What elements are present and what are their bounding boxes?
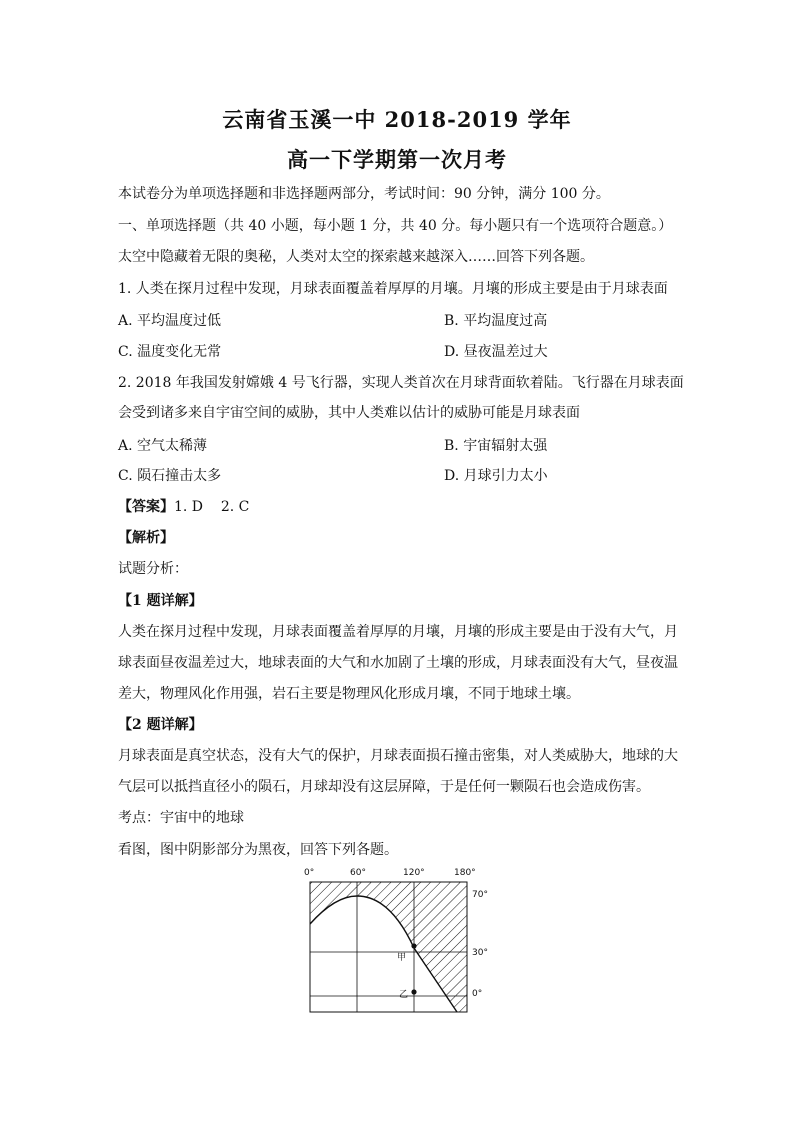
q1-option-c: C. 温度变化无常	[118, 344, 222, 360]
lat-label-70: 70°	[472, 890, 488, 900]
point-yi-label: 乙	[399, 990, 409, 1000]
lat-label-0: 0°	[472, 989, 483, 999]
detail-1-line-2: 球表面昼夜温差过大，地球表面的大气和水加剧了土壤的形成，月球表面没有大气，昼夜温	[118, 655, 678, 671]
q1-option-a: A. 平均温度过低	[118, 313, 222, 329]
analysis-label: 【解析】	[118, 530, 174, 546]
question-1-stem: 1. 人类在探月过程中发现，月球表面覆盖着厚厚的月壤。月壤的形成主要是由于月球表面	[118, 281, 668, 297]
answer-line	[118, 497, 678, 517]
q1-option-d: D. 昼夜温差过大	[444, 344, 548, 360]
title-line-1: 云南省玉溪一中 2018-2019 学年	[222, 107, 572, 132]
lon-label-0: 0°	[304, 868, 315, 878]
q1-option-b: B. 平均温度过高	[444, 313, 548, 329]
question-2-stem-line-2: 会受到诸多来自宇宙空间的威胁，其中人类难以估计的威胁可能是月球表面	[118, 405, 580, 421]
section-heading: 一、单项选择题（共 40 小题，每小题 1 分，共 40 分。每小题只有一个选项符合题意。）	[118, 218, 673, 234]
detail-1-label: 【1 题详解】	[118, 593, 203, 609]
q2-option-d: D. 月球引力太小	[444, 468, 548, 484]
answer-label: 【答案】	[118, 499, 174, 515]
q2-option-c: C. 陨石撞击太多	[118, 468, 222, 484]
kaodian: 考点：宇宙中的地球	[118, 810, 244, 826]
lon-label-180: 180°	[454, 868, 476, 878]
q2-option-a: A. 空气太稀薄	[118, 438, 208, 454]
lon-label-120: 120°	[403, 868, 425, 878]
lat-label-30: 30°	[472, 948, 488, 958]
q2-option-b: B. 宇宙辐射太强	[444, 438, 548, 454]
intro-text: 本试卷分为单项选择题和非选择题两部分，考试时间：90 分钟，满分 100 分。	[118, 186, 610, 202]
detail-2-label: 【2 题详解】	[118, 717, 203, 733]
point-yi	[411, 989, 416, 994]
lon-label-60: 60°	[350, 868, 366, 878]
detail-1-line-1: 人类在探月过程中发现，月球表面覆盖着厚厚的月壤，月壤的形成主要是由于没有大气，月	[118, 624, 678, 640]
answer-text: 1. D 2. C	[174, 499, 250, 515]
point-jia-label: 甲	[397, 953, 407, 963]
point-jia	[411, 943, 416, 948]
detail-2-line-1: 月球表面是真空状态，没有大气的保护，月球表面损石撞击密集，对人类威胁大，地球的大	[118, 748, 678, 764]
analysis-intro: 试题分析：	[118, 561, 188, 577]
question-2-stem-line-1: 2. 2018 年我国发射嫦娥 4 号飞行器，实现人类首次在月球背面软着陆。飞行器在月球表面	[118, 375, 684, 391]
detail-1-line-3: 差大，物理风化作用强，岩石主要是物理风化形成月壤，不同于地球土壤。	[118, 686, 580, 702]
title-line-2: 高一下学期第一次月考	[287, 147, 507, 172]
passage-2: 看图，图中阴影部分为黑夜，回答下列各题。	[118, 842, 398, 858]
detail-2-line-2: 气层可以抵挡直径小的陨石，月球却没有这层屏障，于是任何一颗陨石也会造成伤害。	[118, 779, 650, 795]
day-night-figure	[300, 864, 500, 1014]
passage-1: 太空中隐藏着无限的奥秘，人类对太空的探索越来越深入……回答下列各题。	[118, 249, 594, 265]
